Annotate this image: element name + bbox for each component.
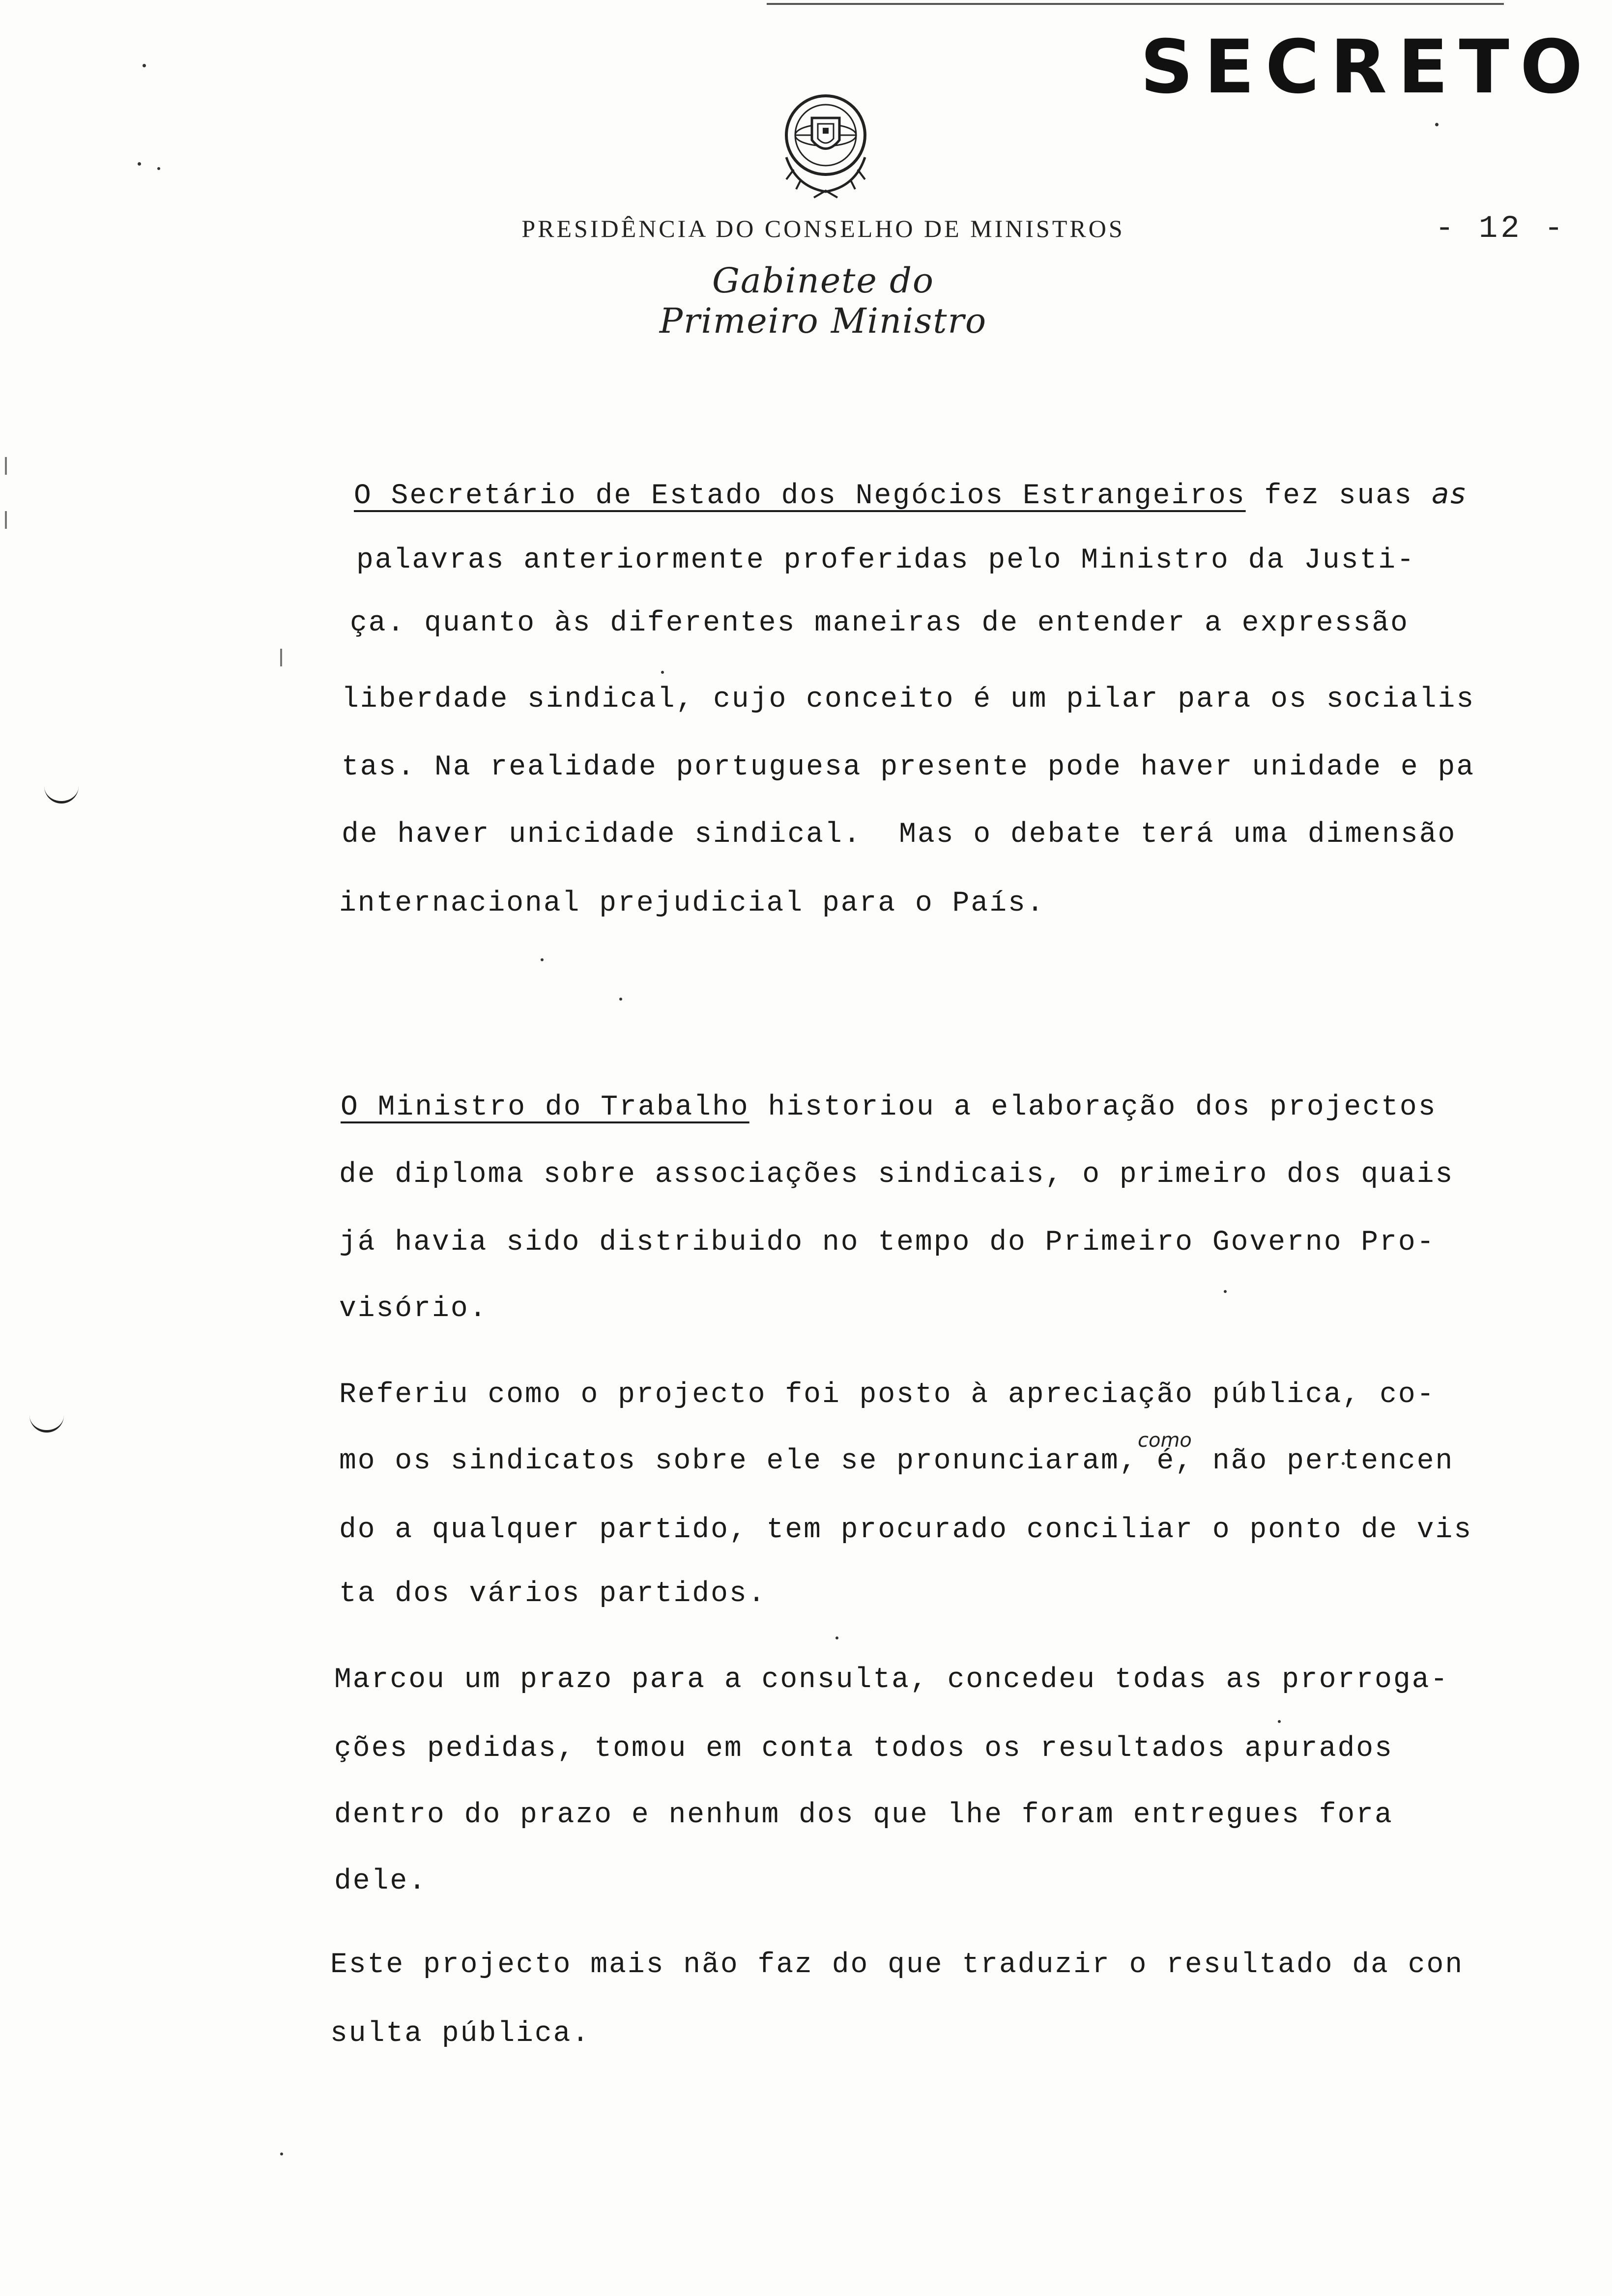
punch-hole-mark xyxy=(44,786,79,804)
text-line: liberdade sindical, cujo conceito é um pilar para os socialis xyxy=(342,684,1475,716)
text-line: Referiu como o projecto foi posto à apreciação pública, co- xyxy=(339,1379,1436,1411)
text-line: Marcou um prazo para a consulta, concedeu todas as prorroga- xyxy=(334,1664,1449,1696)
text-line: dele. xyxy=(334,1866,428,1897)
scan-speck xyxy=(835,1636,838,1639)
text-line: visório. xyxy=(339,1293,488,1325)
scan-speck xyxy=(619,998,622,1001)
text-line: já havia sido distribuido no tempo do Primeiro Governo Pro- xyxy=(339,1227,1436,1259)
scan-speck xyxy=(661,671,664,674)
text-line: do a qualquer partido, tem procurado conciliar o ponto de vis xyxy=(339,1514,1473,1546)
scan-edge-tick xyxy=(5,457,7,475)
classification-stamp: SECRETO xyxy=(1140,25,1594,110)
text-line: sulta pública. xyxy=(330,2018,591,2050)
underlined-speaker: O Ministro do Trabalho xyxy=(341,1091,749,1123)
scan-speck xyxy=(157,167,160,170)
cabinet-signature: Gabinete do Primeiro Ministro xyxy=(659,260,987,341)
coat-of-arms-icon xyxy=(767,84,885,206)
scan-speck xyxy=(138,162,141,166)
text-line: dentro do prazo e nenhum dos que lhe foram entregues fora xyxy=(334,1799,1393,1831)
scan-speck xyxy=(280,2152,283,2155)
text-line: O Ministro do Trabalho historiou a elaboração dos projectos xyxy=(341,1091,1437,1123)
scan-speck xyxy=(143,64,146,67)
scan-speck xyxy=(1278,1720,1281,1723)
scan-speck xyxy=(541,958,544,961)
page-number: - 12 - xyxy=(1435,211,1566,247)
punch-hole-mark xyxy=(29,1415,64,1433)
scan-speck xyxy=(1435,123,1439,126)
text-line: internacional prejudicial para o País. xyxy=(339,888,1045,919)
scan-edge-tick xyxy=(5,511,7,529)
text-line: ça. quanto às diferentes maneiras de entender a expressão xyxy=(350,607,1409,639)
text-line: ta dos vários partidos. xyxy=(339,1578,767,1610)
text-line: ções pedidas, tomou em conta todos os resultados apurados xyxy=(334,1733,1393,1765)
handwritten-correction: as xyxy=(1431,477,1467,510)
text-line: de haver unicidade sindical. Mas o debate terá uma dimensão xyxy=(342,819,1457,851)
text-line: O Secretário de Estado dos Negócios Estrangeiros fez suas as xyxy=(354,477,1467,512)
scan-speck xyxy=(1224,1290,1227,1293)
handwritten-insert: como xyxy=(1138,1429,1192,1452)
scan-edge-tick xyxy=(280,649,282,666)
text-line: mo os sindicatos sobre ele se pronunciaram, é, não pertencen xyxy=(339,1445,1454,1477)
text-line: de diploma sobre associações sindicais, o primeiro dos quais xyxy=(339,1159,1454,1191)
institution-heading: PRESIDÊNCIA DO CONSELHO DE MINISTROS xyxy=(521,215,1125,242)
text-line: tas. Na realidade portuguesa presente pode haver unidade e pa xyxy=(342,751,1475,783)
text-line: Este projecto mais não faz do que traduzir o resultado da con xyxy=(330,1949,1464,1981)
text-line: palavras anteriormente proferidas pelo Ministro da Justi- xyxy=(356,545,1415,576)
scan-edge-line xyxy=(767,3,1504,5)
underlined-speaker: O Secretário de Estado dos Negócios Estrangeiros xyxy=(354,480,1246,512)
